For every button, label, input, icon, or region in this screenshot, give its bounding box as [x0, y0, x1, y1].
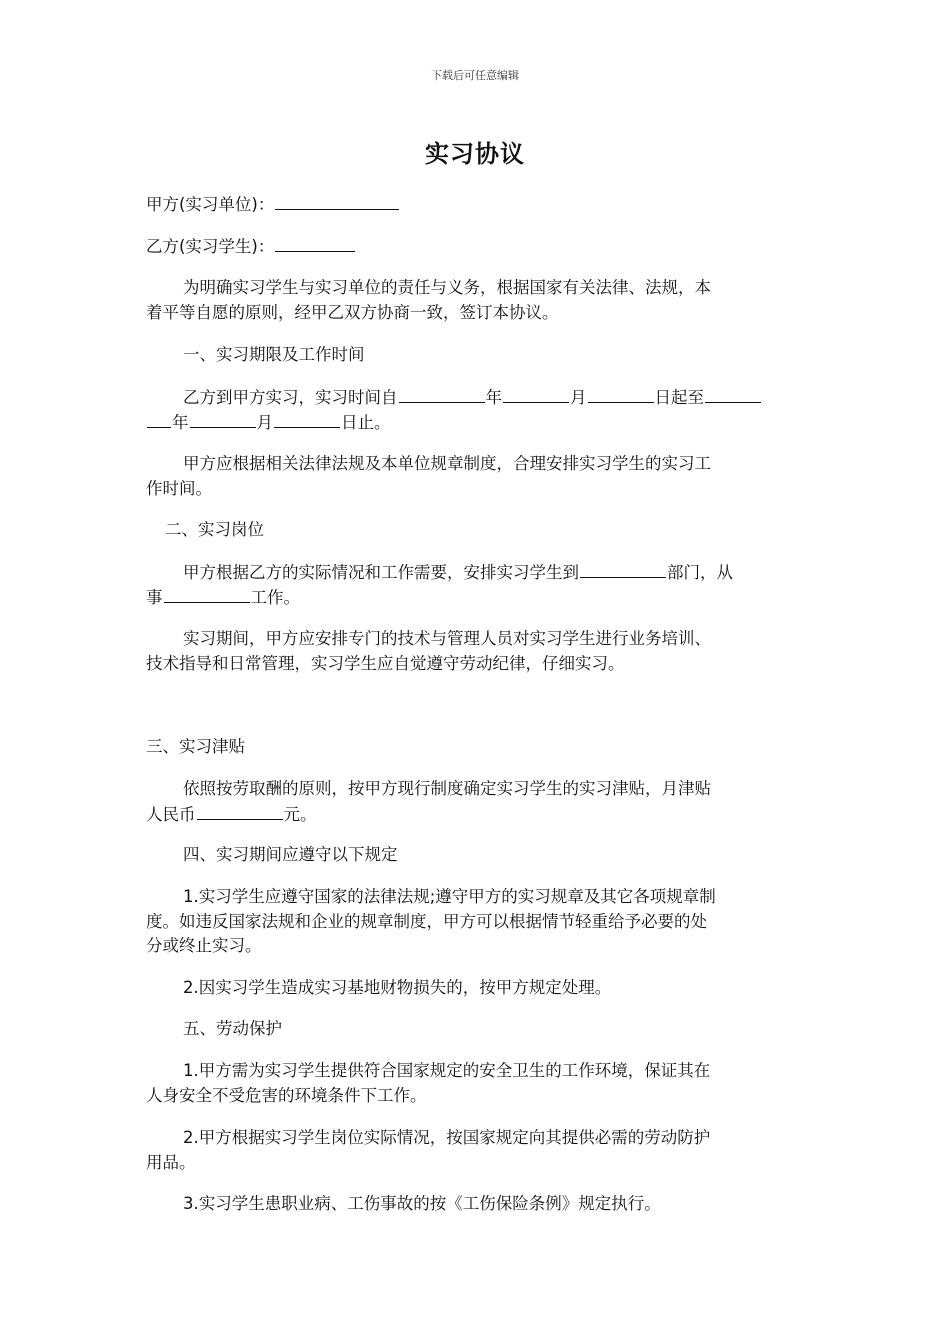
- header-note: 下载后可任意编辑: [431, 69, 519, 82]
- month-label-2: 月: [256, 413, 273, 432]
- s2-p2-line-1: 实习期间，甲方应安排专门的技术与管理人员对实习学生进行业务培训、: [183, 629, 711, 648]
- party-b-label: 乙方(实习学生)：: [146, 237, 275, 256]
- section-5-heading: 五、劳动保护: [183, 1019, 282, 1038]
- s5-p1-line-1: 1.甲方需为实习学生提供符合国家规定的安全卫生的工作环境，保证其在: [183, 1061, 711, 1080]
- s2-p1-text-a: 甲方根据乙方的实际情况和工作需要，安排实习学生到: [183, 563, 579, 582]
- party-b-line: [146, 233, 806, 259]
- s5-p3: 3.实习学生患职业病、工伤事故的按《工伤保险条例》规定执行。: [183, 1194, 661, 1213]
- section-2-heading: 二、实习岗位: [165, 520, 264, 539]
- s4-p1-line-1: 1.实习学生应遵守国家的法律法规;遵守甲方的实习规章及其它各项规章制: [183, 887, 716, 906]
- s2-p1-text-c: 事: [146, 588, 163, 607]
- s2-p1-line-1: [146, 559, 843, 585]
- month-label: 月: [570, 388, 587, 407]
- year-label-2: 年: [172, 413, 189, 432]
- job-blank[interactable]: [164, 584, 250, 603]
- s2-p1-text-d: 工作。: [250, 588, 300, 607]
- s1-p2-line-1: 甲方应根据相关法律法规及本单位规章制度，合理安排实习学生的实习工: [183, 454, 711, 473]
- department-blank[interactable]: [580, 559, 666, 578]
- document-title: 实习协议: [425, 140, 525, 168]
- s3-p1-line-2: [146, 801, 806, 827]
- section-1-heading: 一、实习期限及工作时间: [183, 345, 365, 364]
- s1-date-text: 乙方到甲方实习，实习时间自: [183, 388, 398, 407]
- start-year-blank[interactable]: [399, 384, 485, 403]
- day-from-label: 日起至: [654, 388, 704, 407]
- end-month-blank[interactable]: [190, 409, 256, 428]
- s5-p2-line-2: 用品。: [146, 1153, 196, 1172]
- intro-line-2: 着平等自愿的原则，经甲乙双方协商一致，签订本协议。: [146, 303, 559, 322]
- s4-p1-line-2: 度。如违反国家法规和企业的规章制度，甲方可以根据情节轻重给予必要的处: [146, 912, 707, 931]
- s1-date-line-1: [146, 384, 843, 410]
- s5-p1-line-2: 人身安全不受危害的环境条件下工作。: [146, 1086, 427, 1105]
- intro-line-1: 为明确实习学生与实习单位的责任与义务，根据国家有关法律、法规，本: [183, 278, 711, 297]
- day-end-label: 日止。: [341, 413, 391, 432]
- s3-p1-text-b: 元。: [283, 805, 317, 824]
- end-year-blank-a[interactable]: [705, 384, 761, 403]
- party-a-blank[interactable]: [275, 191, 399, 210]
- end-day-blank[interactable]: [274, 409, 340, 428]
- party-a-line: [146, 191, 806, 217]
- section-3-heading: 三、实习津贴: [146, 737, 245, 756]
- s1-date-line-2: [146, 409, 806, 435]
- s2-p2-line-2: 技术指导和日常管理，实习学生应自觉遵守劳动纪律，仔细实习。: [146, 654, 625, 673]
- s2-p1-line-2: [146, 584, 806, 610]
- party-b-blank[interactable]: [275, 233, 355, 252]
- party-a-label: 甲方(实习单位)：: [146, 195, 275, 214]
- s4-p1-line-3: 分或终止实习。: [146, 936, 262, 955]
- year-label: 年: [485, 388, 502, 407]
- start-day-blank[interactable]: [588, 384, 654, 403]
- s3-p1-text-a: 人民币: [146, 805, 196, 824]
- s5-p2-line-1: 2.甲方根据实习学生岗位实际情况，按国家规定向其提供必需的劳动防护: [183, 1128, 711, 1147]
- s2-p1-text-b: 部门，从: [667, 563, 733, 582]
- allowance-blank[interactable]: [197, 801, 283, 820]
- s1-p2-line-2: 作时间。: [146, 479, 212, 498]
- end-year-blank-b[interactable]: [147, 409, 171, 428]
- s4-p2: 2.因实习学生造成实习基地财物损失的，按甲方规定处理。: [183, 978, 612, 997]
- section-4-heading: 四、实习期间应遵守以下规定: [183, 845, 398, 864]
- s3-p1-line-1: 依照按劳取酬的原则，按甲方现行制度确定实习学生的实习津贴，月津贴: [183, 779, 711, 798]
- start-month-blank[interactable]: [503, 384, 569, 403]
